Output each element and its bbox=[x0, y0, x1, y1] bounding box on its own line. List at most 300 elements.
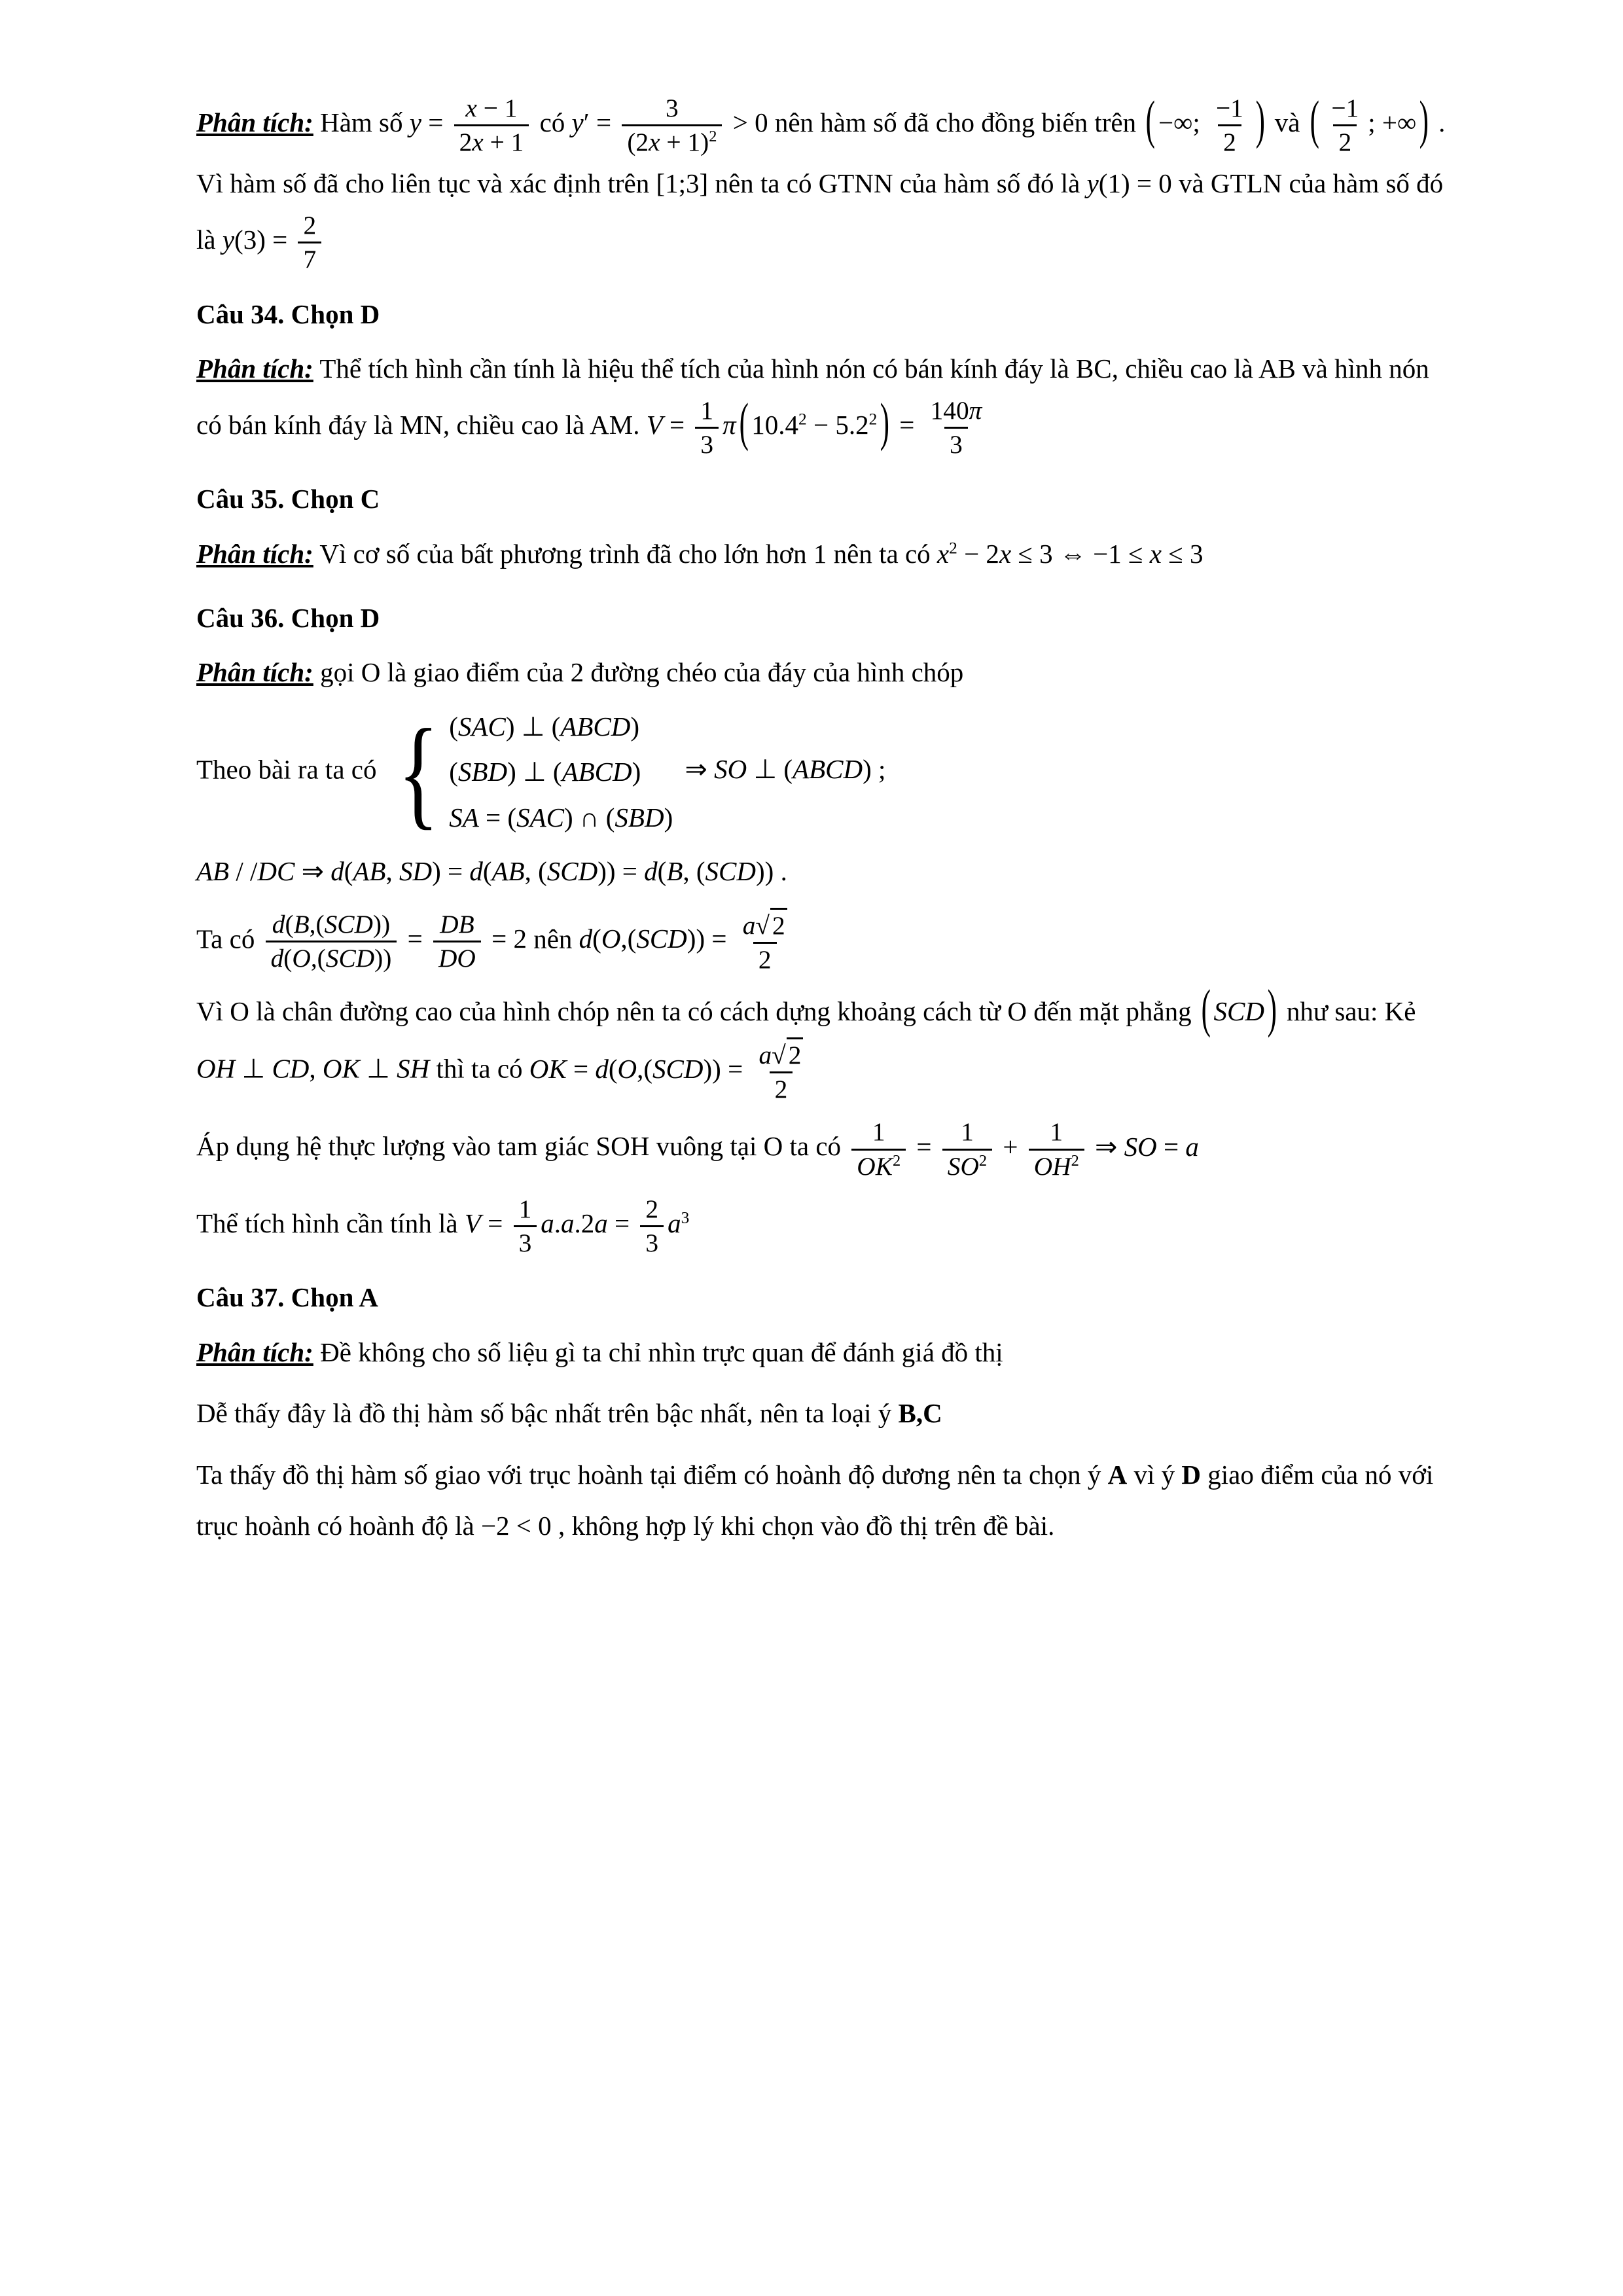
math-text: + bbox=[996, 1131, 1025, 1162]
text-run: nên bbox=[526, 924, 579, 954]
section-heading: Câu 35. Chọn C bbox=[196, 484, 380, 514]
math-expression bbox=[656, 168, 709, 198]
math-text: ) ⊥ ( bbox=[507, 757, 562, 787]
math-variable: ABCD bbox=[562, 757, 632, 787]
text-run: và bbox=[1268, 107, 1307, 138]
math-text: (3) = bbox=[234, 224, 294, 255]
math-superscript: 2 bbox=[949, 539, 957, 558]
fraction bbox=[1211, 92, 1249, 158]
math-superscript: 2 bbox=[1071, 1151, 1079, 1170]
math-expression bbox=[196, 856, 774, 886]
text-run: Thể tích hình cần tính là bbox=[196, 1208, 465, 1238]
square-root bbox=[772, 1037, 803, 1071]
fraction bbox=[454, 92, 529, 158]
math-variable: SCD bbox=[636, 924, 687, 954]
math-text: )) bbox=[756, 855, 774, 886]
phan-tich-label: Phân tích: bbox=[196, 656, 313, 687]
math-expression bbox=[847, 1117, 1199, 1181]
math-text: −1 bbox=[1331, 94, 1359, 122]
big-delimiter: ) bbox=[1267, 978, 1277, 1039]
fraction bbox=[695, 395, 719, 461]
math-text: 3 bbox=[518, 1228, 532, 1257]
math-text: 3 bbox=[666, 94, 679, 122]
math-superscript: 2 bbox=[798, 410, 807, 429]
math-variable: a bbox=[742, 910, 756, 940]
math-variable: y bbox=[222, 224, 235, 255]
math-text: ⊥ ( bbox=[747, 754, 793, 785]
section-heading: Câu 36. Chọn D bbox=[196, 602, 380, 633]
math-variable: x bbox=[999, 538, 1012, 569]
paragraph bbox=[196, 1193, 1446, 1259]
math-text: ) bbox=[664, 802, 673, 833]
math-text: = bbox=[480, 1208, 510, 1238]
math-text: ( bbox=[482, 855, 492, 886]
paragraph bbox=[196, 1116, 1446, 1182]
math-variable: SCD bbox=[325, 944, 375, 973]
fraction-denominator bbox=[753, 942, 777, 976]
text-run: thì ta có bbox=[429, 1053, 529, 1084]
math-text: / / bbox=[229, 855, 258, 886]
math-variable: d bbox=[270, 944, 284, 973]
math-text: ⊥ bbox=[359, 1053, 397, 1084]
fraction-denominator bbox=[298, 242, 321, 276]
fraction-denominator bbox=[944, 427, 968, 461]
math-variable: x bbox=[649, 128, 660, 157]
fraction-denominator bbox=[1029, 1149, 1084, 1183]
fraction bbox=[298, 209, 321, 276]
system-row bbox=[449, 709, 673, 745]
text-run: Vì cơ số của bất phương trình đã cho lớn hơn 1 nên ta có bbox=[313, 538, 937, 569]
math-text: 1 bbox=[961, 1117, 974, 1147]
square-root bbox=[755, 908, 787, 942]
math-variable: d bbox=[330, 855, 344, 886]
fraction bbox=[266, 908, 397, 975]
math-text: 3 bbox=[950, 430, 963, 459]
system-brace: { bbox=[397, 704, 439, 840]
fraction-numerator bbox=[738, 908, 793, 942]
paragraph bbox=[196, 1388, 1446, 1439]
math-text: = bbox=[910, 1131, 938, 1162]
math-text: = bbox=[421, 107, 450, 138]
math-variable: x bbox=[465, 94, 477, 122]
fraction-numerator bbox=[955, 1116, 979, 1148]
math-text: = ( bbox=[478, 802, 517, 833]
system-row bbox=[449, 754, 673, 790]
math-variable: SBD bbox=[457, 757, 508, 787]
fraction-numerator bbox=[514, 1193, 537, 1225]
fraction-denominator bbox=[1218, 124, 1241, 158]
math-variable: SCD bbox=[705, 855, 756, 886]
math-variable: AB bbox=[196, 855, 230, 886]
math-text: ≤ 3 bbox=[1161, 538, 1204, 569]
bold-text: B,C bbox=[898, 1398, 942, 1429]
fraction-denominator bbox=[1333, 124, 1357, 158]
math-expression bbox=[409, 94, 533, 157]
math-text: )) = bbox=[597, 855, 645, 886]
text-run: . Vì hàm số đã cho liên tục và xác định trên bbox=[196, 107, 1446, 199]
math-text: ( bbox=[449, 711, 458, 742]
text-run: vì ý bbox=[1127, 1460, 1182, 1490]
phan-tich-label: Phân tích: bbox=[196, 107, 313, 138]
math-variable: OH bbox=[196, 1053, 236, 1084]
math-variable: O bbox=[601, 924, 621, 954]
math-text: = bbox=[892, 410, 921, 440]
math-text: ( bbox=[344, 855, 353, 886]
math-variable: SCD bbox=[652, 1053, 704, 1084]
math-text: 1 bbox=[700, 395, 714, 425]
math-text: + 1 bbox=[483, 128, 524, 157]
fraction bbox=[851, 1116, 906, 1182]
paragraph bbox=[196, 1450, 1446, 1552]
text-run: . bbox=[774, 855, 787, 886]
math-text: = 2 bbox=[484, 924, 527, 954]
math-text: ( bbox=[592, 924, 601, 954]
section-heading: Câu 34. Chọn D bbox=[196, 298, 380, 329]
math-superscript: 2 bbox=[868, 410, 878, 429]
math-variable: y bbox=[1086, 168, 1099, 199]
phan-tich-label: Phân tích: bbox=[196, 1336, 313, 1367]
bold-text: A bbox=[1107, 1460, 1128, 1490]
paragraph bbox=[196, 344, 1446, 461]
math-text: )) bbox=[372, 910, 391, 939]
math-text: , bbox=[309, 1053, 323, 1084]
fraction-numerator bbox=[640, 1193, 664, 1225]
paragraph bbox=[196, 529, 1446, 580]
fraction-denominator bbox=[622, 124, 722, 158]
fraction bbox=[942, 1116, 992, 1182]
fraction-denominator bbox=[266, 941, 397, 975]
math-variable: y bbox=[409, 107, 421, 138]
math-variable: ABCD bbox=[793, 754, 863, 785]
math-text: ⇒ bbox=[1088, 1131, 1124, 1162]
text-run: ; bbox=[871, 754, 886, 785]
math-text: + 1) bbox=[660, 128, 709, 157]
math-text: ) = bbox=[432, 855, 470, 886]
math-text: 3 bbox=[645, 1228, 659, 1257]
math-expression bbox=[646, 391, 991, 459]
fraction-numerator bbox=[1326, 92, 1364, 124]
math-text: −2 < 0 bbox=[480, 1511, 552, 1541]
math-expression bbox=[222, 211, 325, 274]
math-text: = bbox=[401, 924, 429, 954]
math-text: 3 bbox=[700, 430, 714, 459]
math-text: ,( bbox=[310, 944, 326, 973]
math-text: 1 bbox=[518, 1194, 532, 1223]
math-text: 2 bbox=[645, 1194, 659, 1223]
math-variable: ABCD bbox=[560, 711, 631, 742]
fraction-denominator bbox=[514, 1225, 537, 1259]
math-variable: SO bbox=[947, 1151, 979, 1181]
math-variable: SAC bbox=[516, 802, 564, 833]
math-variable: AB bbox=[491, 855, 525, 886]
fraction bbox=[738, 908, 793, 976]
math-variable: a bbox=[668, 1208, 681, 1238]
math-text: − 5.2 bbox=[806, 410, 869, 440]
text-run: Đề không cho số liệu gì ta chỉ nhìn trực quan để đánh giá đồ thị bbox=[313, 1336, 1003, 1367]
fraction-numerator bbox=[267, 908, 395, 941]
math-text: 2 bbox=[303, 211, 317, 240]
math-text: = bbox=[607, 1208, 637, 1238]
math-text: 1 bbox=[1050, 1117, 1063, 1147]
fraction-numerator bbox=[1044, 1116, 1068, 1148]
radical-sign: √ bbox=[772, 1041, 786, 1070]
math-expression bbox=[1143, 89, 1268, 157]
big-delimiter: ( bbox=[1145, 89, 1156, 150]
math-text: ⊥ bbox=[235, 1053, 272, 1084]
math-variable: d bbox=[272, 910, 285, 939]
math-variable: d bbox=[469, 855, 483, 886]
fraction bbox=[622, 92, 722, 158]
math-text: )) = bbox=[703, 1053, 750, 1084]
math-text: 140 bbox=[930, 395, 969, 425]
math-text: ) bbox=[632, 757, 641, 787]
math-variable: SAC bbox=[457, 711, 506, 742]
math-variable: d bbox=[595, 1053, 609, 1084]
math-text: ( bbox=[285, 910, 294, 939]
fraction bbox=[753, 1037, 808, 1105]
text-run: Ta thấy đồ thị hàm số giao với trục hoành tại điểm có hoành độ dương nên ta chọn ý bbox=[196, 1460, 1108, 1490]
math-variable: DO bbox=[438, 944, 476, 973]
phan-tich-label: Phân tích: bbox=[196, 353, 313, 384]
big-delimiter: ) bbox=[880, 391, 890, 452]
fraction-denominator bbox=[433, 941, 481, 975]
math-variable: B bbox=[666, 855, 683, 886]
fraction-numerator bbox=[298, 209, 321, 242]
math-variable: OK bbox=[857, 1151, 893, 1181]
section-heading: Câu 37. Chọn A bbox=[196, 1282, 378, 1313]
radicand bbox=[770, 908, 787, 942]
big-delimiter: ) bbox=[1255, 89, 1265, 150]
math-variable: a bbox=[1185, 1131, 1199, 1162]
math-variable: SBD bbox=[615, 802, 664, 833]
math-variable: x bbox=[472, 128, 484, 157]
fraction-numerator bbox=[695, 395, 719, 427]
fraction-numerator bbox=[660, 92, 684, 124]
math-text: ; +∞ bbox=[1368, 107, 1417, 138]
math-text: 2 bbox=[772, 910, 785, 940]
paragraph bbox=[196, 647, 1446, 698]
math-variable: SCD bbox=[324, 910, 373, 939]
math-superscript: 2 bbox=[709, 128, 717, 146]
math-variable: CD bbox=[272, 1053, 310, 1084]
math-superscript: 2 bbox=[978, 1151, 988, 1170]
fraction-numerator bbox=[753, 1037, 808, 1071]
math-text: , ( bbox=[524, 855, 547, 886]
text-run: gọi O là giao điểm của 2 đường chéo của đáy của hình chóp bbox=[313, 656, 964, 687]
math-expression bbox=[464, 1194, 690, 1257]
math-text: > 0 bbox=[726, 107, 768, 138]
math-text: ′ = bbox=[583, 107, 618, 138]
math-expression bbox=[579, 910, 796, 974]
fraction-numerator bbox=[460, 92, 522, 124]
math-text: (2 bbox=[627, 128, 649, 157]
math-text: ( bbox=[283, 944, 293, 973]
math-variable: OK bbox=[529, 1053, 567, 1084]
math-text: ) bbox=[863, 754, 872, 785]
math-text: ( bbox=[657, 855, 667, 886]
math-expression bbox=[529, 1041, 813, 1104]
math-variable: O bbox=[292, 944, 311, 973]
math-expression bbox=[383, 704, 872, 840]
text-run: , không hợp lý khi chọn vào đồ thị trên đề bài. bbox=[551, 1511, 1055, 1541]
text-run: nên hàm số đã cho đồng biến trên bbox=[768, 107, 1143, 138]
math-variable: SD bbox=[399, 855, 433, 886]
math-variable: DB bbox=[440, 910, 474, 939]
math-text: ) bbox=[630, 711, 640, 742]
fraction bbox=[433, 908, 481, 975]
equation-system bbox=[389, 704, 673, 840]
math-variable: OK bbox=[322, 1053, 360, 1084]
math-text: 2 bbox=[1338, 128, 1352, 157]
fraction bbox=[1326, 92, 1364, 158]
math-variable: y bbox=[571, 107, 584, 138]
text-run: có bbox=[533, 107, 572, 138]
math-text: ,( bbox=[620, 924, 637, 954]
math-variable: AB bbox=[353, 855, 386, 886]
big-delimiter: ( bbox=[739, 391, 749, 452]
fraction-numerator bbox=[435, 908, 479, 941]
math-variable: O bbox=[617, 1053, 637, 1084]
math-text: ( bbox=[449, 757, 458, 787]
math-text: , bbox=[385, 855, 399, 886]
text-run: Vì O là chân đường cao của hình chóp nên ta có cách dựng khoảng cách từ O đến mặt phẳng bbox=[196, 996, 1198, 1027]
paragraph bbox=[196, 1327, 1446, 1378]
text-run: Áp dụng hệ thực lượng vào tam giác SOH vuông tại O ta có bbox=[196, 1131, 848, 1162]
fraction-denominator bbox=[770, 1071, 793, 1105]
math-text: (1) = 0 bbox=[1098, 168, 1172, 199]
math-text: 1 bbox=[872, 1117, 885, 1147]
math-text: , ( bbox=[683, 855, 705, 886]
math-text: − 2 bbox=[957, 538, 999, 569]
big-delimiter: ) bbox=[1419, 89, 1429, 150]
math-variable: a bbox=[541, 1208, 554, 1238]
paragraph bbox=[196, 846, 1446, 897]
math-variable: a bbox=[561, 1208, 575, 1238]
fraction bbox=[640, 1193, 664, 1259]
bold-text: D bbox=[1181, 1460, 1202, 1490]
math-text: ) ∩ ( bbox=[563, 802, 615, 833]
math-expression bbox=[196, 1054, 429, 1084]
math-text: − 1 bbox=[476, 94, 518, 122]
math-expression bbox=[571, 94, 768, 157]
fraction bbox=[925, 395, 988, 461]
math-variable: B bbox=[293, 910, 310, 939]
document-content bbox=[196, 89, 1446, 1552]
math-variable: x bbox=[936, 538, 950, 569]
text-run: Thể tích hình cần tính là hiệu thể tích của hình nón có bán kính đáy là BC, chiều cao là AB và hình nón có bán kính đáy là MN, chiều cao là AM. bbox=[196, 353, 1429, 440]
fraction bbox=[1029, 1116, 1084, 1182]
math-text: ,( bbox=[637, 1053, 653, 1084]
math-text: 10.4 bbox=[751, 410, 799, 440]
math-text: = bbox=[1156, 1131, 1186, 1162]
math-variable: SA bbox=[449, 802, 479, 833]
math-text: −∞; bbox=[1158, 107, 1207, 138]
paragraph bbox=[196, 978, 1446, 1105]
math-text: .2 bbox=[574, 1208, 595, 1238]
paragraph bbox=[196, 704, 1446, 840]
math-superscript: 2 bbox=[892, 1151, 901, 1170]
text-run: Theo bài ra ta có bbox=[196, 754, 383, 785]
text-run: nên ta có GTNN của hàm số đó là bbox=[708, 168, 1087, 199]
math-text: ( bbox=[608, 1053, 618, 1084]
math-expression bbox=[1198, 978, 1280, 1039]
math-text: 2 bbox=[774, 1075, 788, 1104]
fraction-denominator bbox=[942, 1149, 992, 1183]
math-text: 7 bbox=[303, 245, 317, 274]
phan-tich-label: Phân tích: bbox=[196, 538, 313, 569]
fraction-denominator bbox=[695, 427, 719, 461]
paragraph bbox=[196, 908, 1446, 976]
fraction-numerator bbox=[1211, 92, 1249, 124]
math-superscript: 3 bbox=[681, 1208, 690, 1227]
big-delimiter: ( bbox=[1201, 978, 1211, 1039]
fraction-denominator bbox=[851, 1149, 906, 1183]
text-run: Hàm số bbox=[313, 107, 410, 138]
math-variable: a bbox=[594, 1208, 608, 1238]
text-run: Dễ thấy đây là đồ thị hàm số bậc nhất trên bậc nhất, nên ta loại ý bbox=[196, 1398, 899, 1429]
math-text: )) bbox=[374, 944, 392, 973]
math-expression bbox=[937, 539, 1204, 569]
math-text: −1 bbox=[1215, 94, 1243, 122]
math-text: 2 bbox=[758, 944, 772, 974]
math-variable: OH bbox=[1033, 1151, 1071, 1181]
math-text: . bbox=[554, 1208, 561, 1238]
math-text: ⇒ bbox=[678, 754, 715, 785]
math-text: ⇒ bbox=[294, 855, 331, 886]
math-text: ≤ 3 ⇔ −1 ≤ bbox=[1011, 538, 1150, 569]
math-variable: V bbox=[646, 410, 663, 440]
system-rows bbox=[449, 709, 673, 836]
math-variable: SCD bbox=[1213, 996, 1264, 1027]
fraction-numerator bbox=[867, 1116, 891, 1148]
math-variable: π bbox=[722, 410, 736, 440]
math-text: 2 bbox=[788, 1041, 802, 1070]
math-variable: a bbox=[758, 1041, 772, 1070]
fraction-numerator bbox=[925, 395, 988, 427]
math-expression bbox=[262, 910, 527, 973]
text-run: như sau: Kẻ bbox=[1279, 996, 1416, 1027]
math-variable: DC bbox=[257, 855, 295, 886]
math-text: ,( bbox=[309, 910, 325, 939]
paragraph bbox=[196, 89, 1446, 276]
math-text: )) = bbox=[687, 924, 734, 954]
math-variable: d bbox=[644, 855, 658, 886]
math-expression bbox=[1307, 89, 1432, 157]
math-text: = bbox=[566, 1053, 596, 1084]
math-text: [1;3] bbox=[656, 168, 709, 199]
math-text: ) ⊥ ( bbox=[505, 711, 561, 742]
math-text: 2 bbox=[459, 128, 473, 157]
text-run: và GTLN của hàm số đó là bbox=[196, 168, 1444, 255]
math-expression bbox=[1087, 168, 1172, 198]
math-variable: SCD bbox=[546, 855, 598, 886]
math-text: = bbox=[662, 410, 692, 440]
radicand bbox=[787, 1037, 804, 1071]
math-variable: x bbox=[1149, 538, 1162, 569]
math-variable: V bbox=[464, 1208, 481, 1238]
fraction-denominator bbox=[640, 1225, 664, 1259]
text-run: Ta có bbox=[196, 924, 262, 954]
math-variable: d bbox=[579, 924, 593, 954]
system-row bbox=[449, 800, 673, 836]
fraction bbox=[514, 1193, 537, 1259]
big-delimiter: ( bbox=[1310, 89, 1319, 150]
math-variable: SH bbox=[397, 1053, 430, 1084]
math-variable: π bbox=[969, 395, 982, 425]
math-variable: SO bbox=[714, 754, 747, 785]
math-expression bbox=[481, 1511, 552, 1541]
radical-sign: √ bbox=[755, 910, 770, 940]
